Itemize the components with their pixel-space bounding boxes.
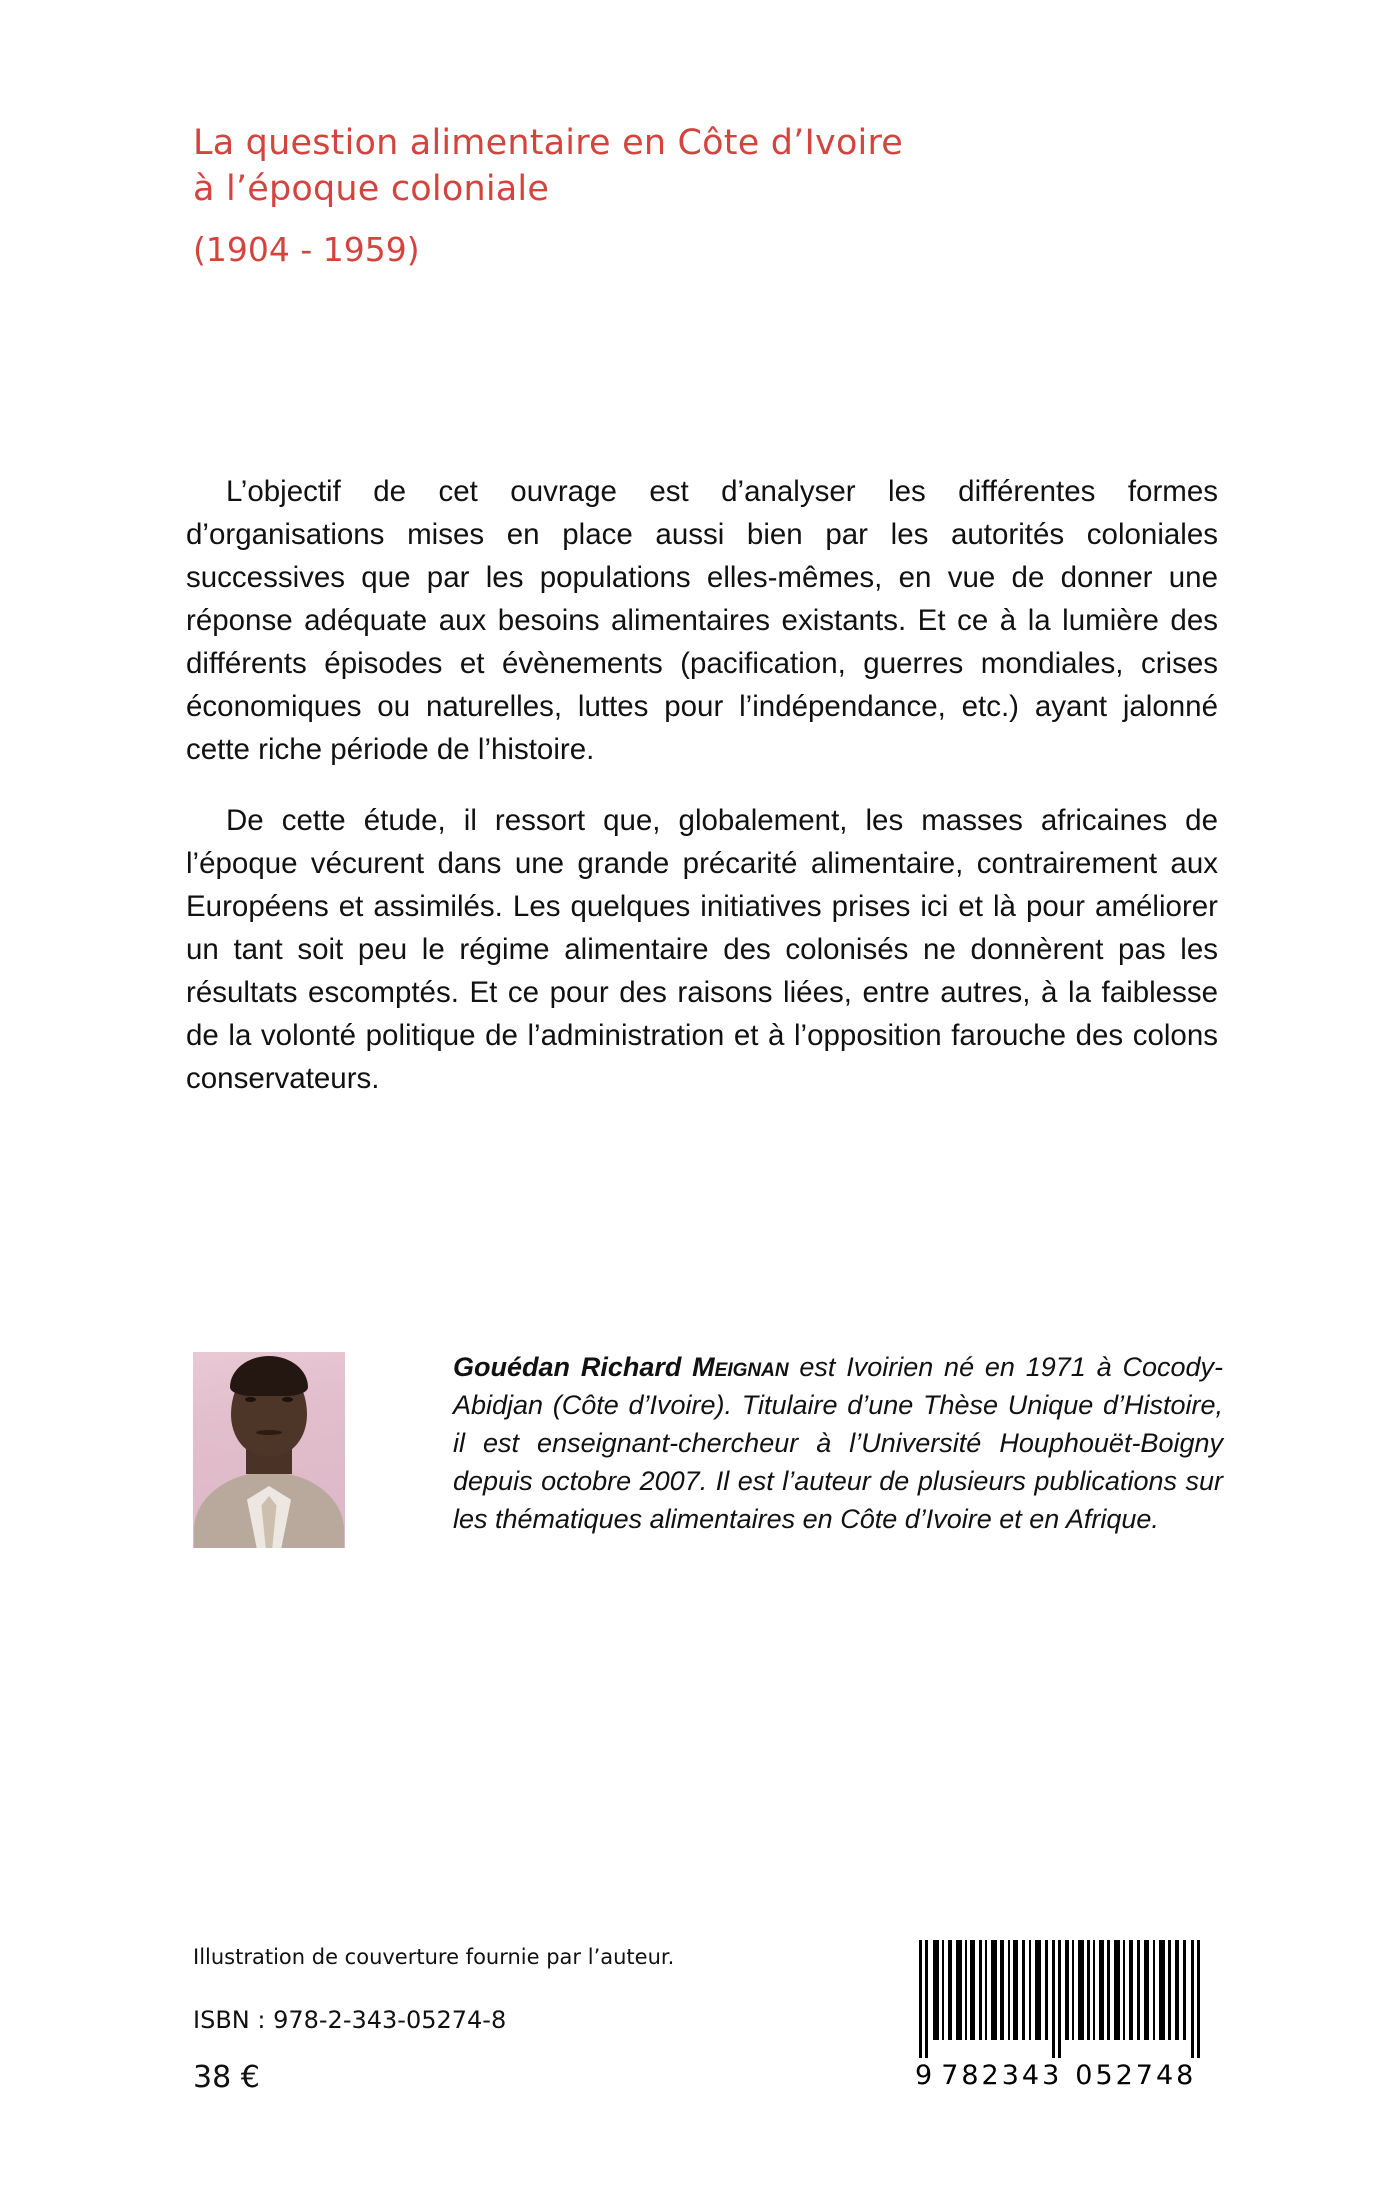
footer-block [193, 1942, 893, 2095]
book-title-years: (1904 - 1959) [193, 230, 420, 270]
isbn-text: ISBN : 978-2-343-05274-8 [193, 2006, 507, 2034]
book-title-line-1: La question alimentaire en Côte d’Ivoire [193, 123, 904, 163]
barcode-group-1: 782343 [941, 2060, 1063, 2091]
book-blurb [186, 470, 1218, 1100]
author-bio-text: est Ivoirien né en 1971 à Cocody-Abidjan (Côte d’Ivoire). Titulaire d’une Thèse Unique d’Histoire, il est enseignant-chercheur à l’Université Houphouët-Boigny depuis octobre 2007. Il est l’auteur de plusieurs publications sur les thématiques alimentaires en Côte d’Ivoire et en Afrique. [453, 1352, 1223, 1534]
cover-illustration-credit: Illustration de couverture fournie par l’auteur. [193, 1945, 675, 1969]
author-portrait-photo [193, 1352, 345, 1548]
blurb-paragraph-1: L’objectif de cet ouvrage est d’analyser les différentes formes d’organisations mises en place aussi bien par les autorités coloniales successives que par les populations elles-mêmes, en vue de donner une réponse adéquate aux besoins alimentaires existants. Et ce à la lumière des différents épisodes et évènements (pacification, guerres mondiales, crises économiques ou naturelles, luttes pour l’indépendance, etc.) ayant jalonné cette riche période de l’histoire. [186, 475, 1218, 766]
barcode-group-2: 052748 [1075, 2060, 1197, 2091]
author-last-name: Meignan [692, 1352, 789, 1382]
book-title-block [193, 120, 1143, 277]
book-title-line-2: à l’époque coloniale [193, 169, 550, 210]
barcode-digits [915, 2060, 1215, 2091]
barcode-bars-icon [915, 1940, 1205, 2058]
blurb-paragraph-2: De cette étude, il ressort que, globalement, les masses africaines de l’époque vécurent dans une grande précarité alimentaire, contrairement aux Européens et assimilés. Les quelques initiatives prises ici et là pour améliorer un tant soit peu le régime alimentaire des colonisés ne donnèrent pas les résultats escomptés. Et ce pour des raisons liées, entre autres, à la faiblesse de la volonté politique de l’administration et à l’opposition farouche des colons conservateurs. [186, 804, 1218, 1095]
barcode-lead-digit: 9 [915, 2060, 934, 2091]
barcode [915, 1940, 1215, 2091]
author-first-names: Gouédan Richard [453, 1352, 693, 1382]
price-text: 38 € [193, 2060, 260, 2095]
author-biography [453, 1348, 1223, 1538]
